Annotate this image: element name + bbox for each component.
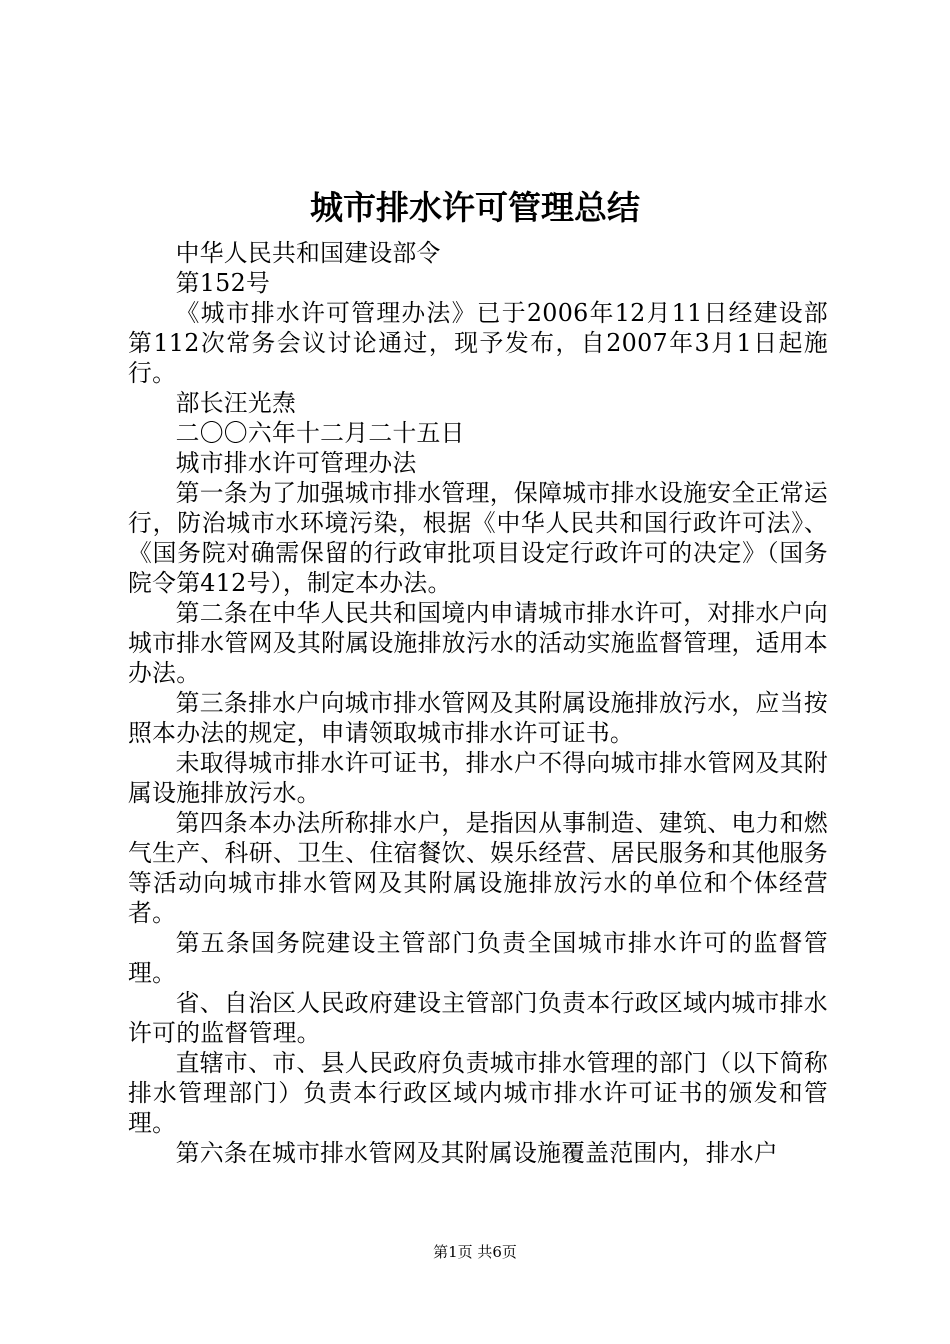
paragraph-article-5: 第五条国务院建设主管部门负责全国城市排水许可的监督管理。 (128, 929, 828, 987)
paragraph-article-5-provincial: 省、自治区人民政府建设主管部门负责本行政区域内城市排水许可的监督管理。 (128, 989, 828, 1047)
paragraph-signatory: 部长汪光焘 (175, 389, 297, 417)
paragraph-decree-heading: 中华人民共和国建设部令 (175, 239, 441, 267)
paragraph-article-1: 第一条为了加强城市排水管理，保障城市排水设施安全正常运行，防治城市水环境污染，根据《中华人民共和国行政许可法》、《国务院对确需保留的行政审批项目设定行政许可的决定》（国务院令第412号），制定本办法。 (128, 479, 828, 597)
paragraph-regulation-title: 城市排水许可管理办法 (175, 449, 417, 477)
document-title: 城市排水许可管理总结 (310, 188, 640, 227)
paragraph-date: 二〇〇六年十二月二十五日 (175, 419, 465, 447)
paragraph-article-4: 第四条本办法所称排水户，是指因从事制造、建筑、电力和燃气生产、科研、卫生、住宿餐饮、娱乐经营、居民服务和其他服务等活动向城市排水管网及其附属设施排放污水的单位和个体经营者。 (128, 809, 828, 927)
paragraph-announcement: 《城市排水许可管理办法》已于2006年12月11日经建设部第112次常务会议讨论通过，现予发布，自2007年3月1日起施行。 (128, 299, 828, 387)
paragraph-decree-number: 第152号 (175, 269, 271, 297)
paragraph-article-3: 第三条排水户向城市排水管网及其附属设施排放污水，应当按照本办法的规定，申请领取城市排水许可证书。 (128, 689, 828, 747)
document-body (128, 238, 828, 1168)
page-footer: 第1页 共6页 (433, 1243, 517, 1261)
paragraph-article-5-municipal: 直辖市、市、县人民政府负责城市排水管理的部门（以下简称排水管理部门）负责本行政区域内城市排水许可证书的颁发和管理。 (128, 1049, 828, 1137)
paragraph-article-2: 第二条在中华人民共和国境内申请城市排水许可，对排水户向城市排水管网及其附属设施排放污水的活动实施监督管理，适用本办法。 (128, 599, 828, 687)
paragraph-article-3-cont: 未取得城市排水许可证书，排水户不得向城市排水管网及其附属设施排放污水。 (128, 749, 828, 807)
paragraph-article-6: 第六条在城市排水管网及其附属设施覆盖范围内，排水户 (175, 1139, 779, 1167)
